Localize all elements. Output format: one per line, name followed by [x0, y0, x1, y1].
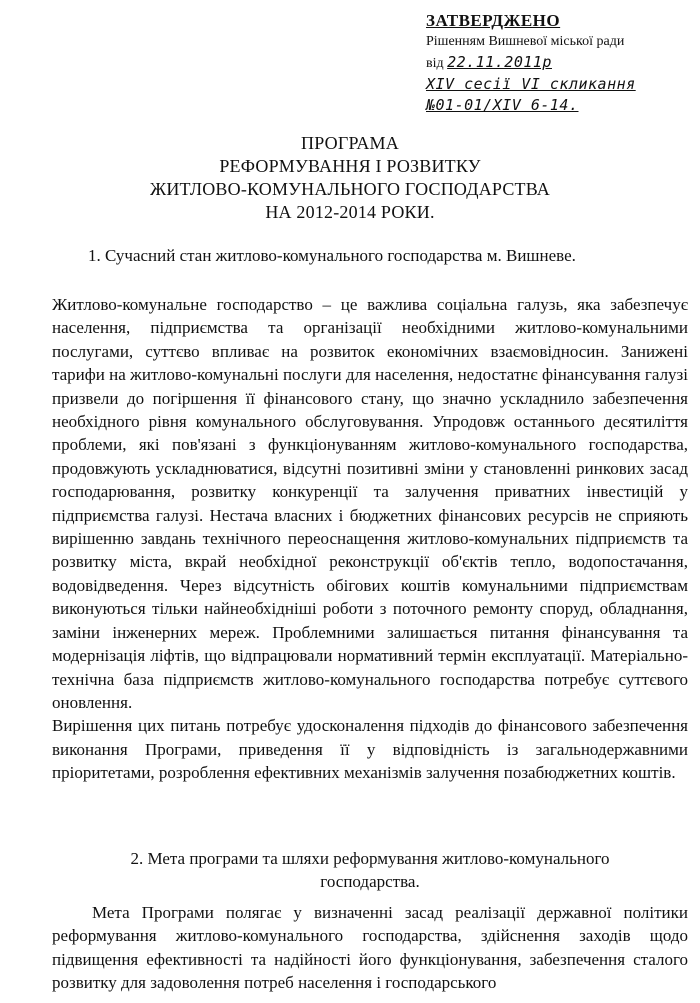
approval-stamp: [426, 10, 694, 116]
title-line-3: ЖИТЛОВО-КОМУНАЛЬНОГО ГОСПОДАРСТВА: [150, 179, 550, 199]
section-2-paragraph-1: Мета Програми полягає у визначенні засад реалізації державної політики реформування житлово-комунального господарства, здійснення заходів щодо підвищення ефективності та надійності його функціонування, забезпечення сталого розвитку для задоволення потреб населення і господарського: [52, 903, 688, 993]
section-1-paragraph-1: [52, 293, 688, 714]
document-title: [0, 132, 700, 224]
approval-heading: ЗАТВЕРДЖЕНО: [426, 11, 561, 30]
approval-decision-line: Рішенням Вишневої міської ради: [426, 34, 625, 49]
section-1-heading: 1. Сучасний стан житлово-комунального господарства м. Вишневе.: [88, 246, 576, 265]
section-2-heading-line-2: господарства.: [320, 872, 420, 891]
title-line-4: НА 2012-2014 РОКИ.: [265, 202, 435, 222]
section-1-body: [52, 293, 688, 785]
approval-date-line: [426, 52, 694, 74]
approval-session-handwritten: XIV сесії VI скликання: [426, 75, 636, 93]
title-line-2: РЕФОРМУВАННЯ І РОЗВИТКУ: [219, 156, 481, 176]
section-1-paragraph-2: Вирішення цих питань потребує удосконалення підходів до фінансового забезпечення виконання Програми, приведення її у відповідність із загальнодержавними пріоритетами, розроблення ефективних механізмів залучення позабюджетних коштів.: [52, 716, 688, 783]
section-2-heading-line-1: 2. Мета програми та шляхи реформування житлово-комунального: [130, 849, 610, 868]
approval-number-handwritten: №01-01/XIV 6-14.: [426, 96, 579, 114]
section-1-paragraph-1-text: Житлово-комунальне господарство – це важлива соціальна галузь, яка забезпечує населення, підприємства та організації необхідними житлово-комунальними послугами, суттєво впливає на розвиток економічних взаємовідносин. Занижені тарифи на житлово-комунальні послуги для населення, недостатнє фінансування галузі призвели до погіршення її фінансового стану, що значно ускладнило забезпечення необхідного рівня комунального обслуговування. Упродовж останнього десятиліття проблеми, які пов'язані з функціонуванням житлово-комунального господарства, продовжують ускладнюватися, відсутні позитивні зміни у становленні ринкових засад господарювання, розвитку конкуренції та залучення приватних інвестицій у підприємства галузі. Нестача власних і бюджетних фінансових ресурсів не сприяють вирішенню завдань технічного переоснащення житлово-комунальних підприємств та розвитку міста, вкрай необхідної реконструкції об'єктів тепло, водопостачання, водовідведення. Через відсутність обігових коштів комунальними підприємствам виконуються тільки найнеобхідніші роботи з поточного ремонту споруд, обладнання, заміни інженерних мереж. Проблемними залишається питання фінансування та модернізація ліфтів, що відпрацювали нормативний термін експлуатації. Матеріально-технічна база підприємств житлово-комунального господарства потребує суттєвого оновлення.: [52, 295, 688, 712]
approval-date-handwritten: 22.11.2011р: [447, 53, 552, 71]
section-2-body: [52, 901, 688, 995]
title-line-1: ПРОГРАМА: [301, 133, 399, 153]
approval-date-prefix: від: [426, 56, 444, 71]
section-2-heading: [52, 847, 688, 893]
